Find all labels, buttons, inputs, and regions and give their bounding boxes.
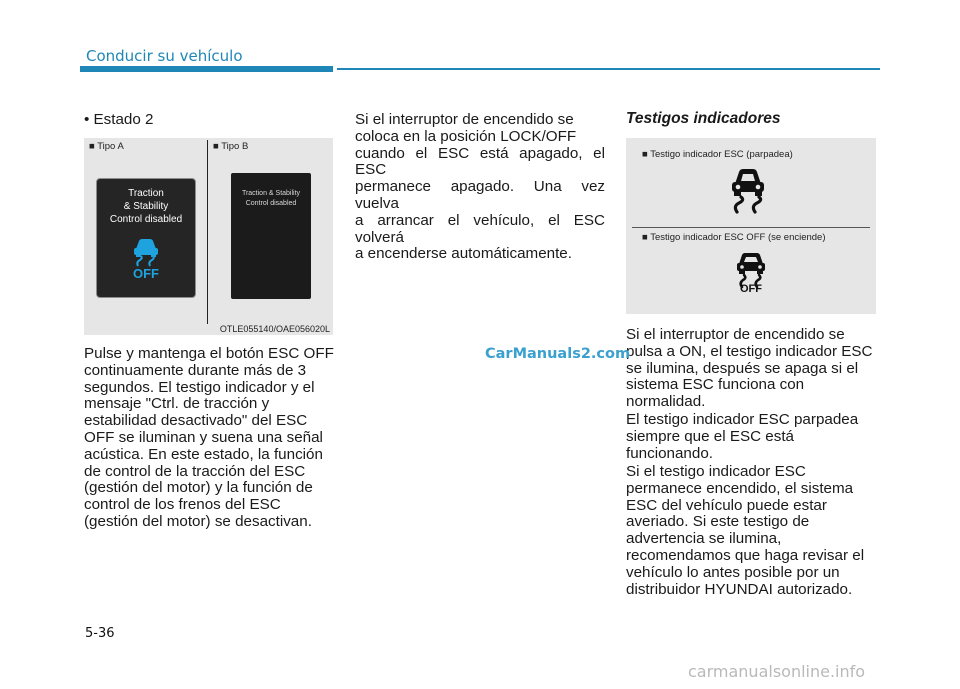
text-line: El testigo indicador ESC parpadea [626,411,859,428]
esc-off-car-skid-icon [130,237,162,267]
text-line: ESC del vehículo puede estar [626,496,827,514]
panel-a-off-label: OFF [133,266,159,281]
panel-b-line2: Control disabled [245,200,297,207]
panel-a-line2: & Stability [123,201,169,212]
right-paragraph-1 [626,327,878,411]
text-line: siempre que el ESC está [626,427,794,445]
indicator-label-flashing: ■ Testigo indicador ESC (parpadea) [642,149,793,160]
panel-a-line3: Control disabled [109,214,183,225]
indicator-divider [632,227,870,228]
text-line: coloca en la posición LOCK/OFF [355,127,577,145]
text-line: acústica. En este estado, la función [84,445,323,463]
text-line: (gestión del motor) se desactivan. [84,512,312,530]
text-line: Si el interruptor de encendido se [355,111,574,128]
figure-code: OTLE055140/OAE056020L [219,324,330,334]
indicator-figure [626,138,876,314]
header-rule-dark [80,66,333,72]
text-line: distribuidor HYUNDAI autorizado. [626,580,853,598]
text-line: estabilidad desactivado" del ESC [84,412,308,430]
text-line: segundos. El testigo indicador y el [84,378,315,396]
page-number: 5-36 [85,626,115,641]
text-line: se ilumina, después se apaga si el [626,359,859,377]
right-paragraph-3 [626,464,878,598]
middle-paragraph [355,112,605,263]
text-line: Si el interruptor de encendido se [626,326,845,343]
text-line: Pulse y mantenga el botón ESC OFF [84,345,334,362]
text-line: control de los frenos del ESC [84,496,281,514]
text-line: normalidad. [626,393,706,411]
text-line: funcionando. [626,444,713,462]
text-line: (gestión del motor) y la función de [84,479,313,497]
carmanuals-watermark: CarManuals2.com [485,346,631,362]
section-heading: Testigos indicadores [626,110,781,127]
text-line: cuando el ESC está apagado, el ESC [355,144,605,179]
panel-a-line1: Traction [128,188,164,199]
text-line: advertencia se ilumina, [626,530,782,548]
text-line: OFF se iluminan y suena una señal [84,428,323,446]
text-line: averiado. Si este testigo de [626,513,810,531]
esc-indicator-icon [727,166,769,214]
figure-label-type-b: ■ Tipo B [213,141,249,152]
text-line: recomendamos que haga revisar el [626,546,865,564]
left-paragraph [84,346,334,531]
text-line: de control de la tracción del ESC [84,462,306,480]
indicator-label-off: ■ Testigo indicador ESC OFF (se enciende) [642,232,826,243]
off-label: OFF [740,283,762,293]
bullet-estado-2: • Estado 2 [84,111,154,128]
esc-off-indicator-icon [733,251,769,293]
text-line: a encenderse automáticamente. [355,245,572,263]
text-line: Si el testigo indicador ESC [626,463,806,480]
text-line: pulsa a ON, el testigo indicador ESC [626,342,873,360]
site-watermark: carmanualsonline.info [688,662,866,681]
cluster-panel-type-b [231,173,311,299]
section-title: Conducir su vehículo [86,47,243,65]
figure-divider [207,140,208,324]
text-line: vehículo lo antes posible por un [626,563,840,581]
text-line: continuamente durante más de 3 [84,361,307,379]
text-line: a arrancar el vehículo, el ESC volverá [355,211,605,246]
right-paragraph-2 [626,412,878,462]
text-line: permanece encendido, el sistema [626,479,854,497]
cluster-panel-type-a [96,178,196,298]
header-rule-light [337,68,880,70]
figure-type-a-b [84,138,333,335]
text-line: mensaje "Ctrl. de tracción y [84,395,270,413]
panel-b-line1: Traction & Stability [241,190,301,197]
text-line: permanece apagado. Una vez vuelva [355,178,605,212]
figure-label-type-a: ■ Tipo A [89,141,124,152]
text-line: sistema ESC funciona con [626,376,805,394]
